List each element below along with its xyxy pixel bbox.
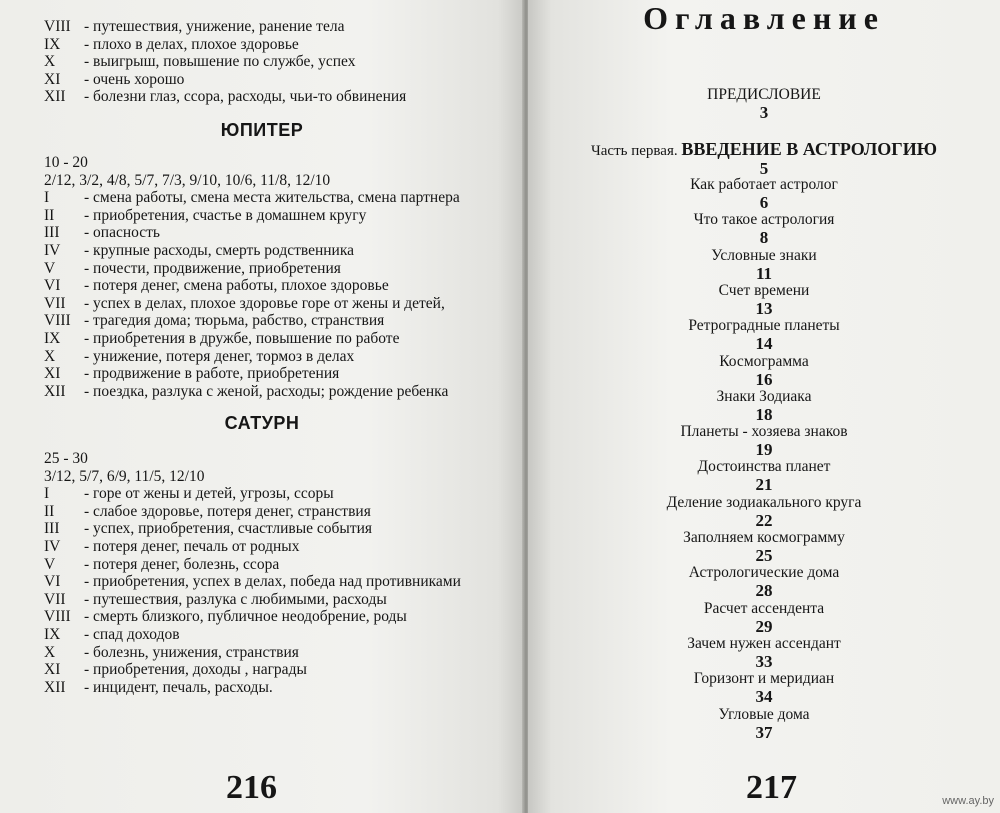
list-item bbox=[44, 503, 514, 521]
toc-entry bbox=[528, 458, 1000, 494]
list-item-text: - потеря денег, печаль от родных bbox=[84, 537, 300, 555]
roman-numeral: III bbox=[44, 520, 60, 538]
roman-numeral: IX bbox=[44, 35, 61, 53]
list-item bbox=[44, 679, 514, 697]
intro-list bbox=[44, 18, 514, 106]
list-item-text: - унижение, потеря денег, тормоз в делах bbox=[84, 347, 355, 365]
toc-entry-page: 28 bbox=[755, 581, 773, 601]
saturn-years: 25 - 30 bbox=[44, 450, 88, 467]
jupiter-years: 10 - 20 bbox=[44, 154, 88, 171]
roman-numeral: II bbox=[44, 206, 55, 224]
list-item bbox=[44, 626, 514, 644]
roman-numeral: VI bbox=[44, 277, 61, 295]
list-item-text: - приобретения, успех в делах, победа над противниками bbox=[84, 573, 461, 591]
toc-part-one bbox=[528, 140, 1000, 178]
list-item-text: - болезни глаз, ссора, расходы, чьи-то обвинения bbox=[84, 88, 407, 106]
toc-entry-title: Космограмма bbox=[719, 352, 809, 370]
part-title: ВВЕДЕНИЕ В АСТРОЛОГИЮ bbox=[681, 139, 937, 159]
toc-heading: Оглавление bbox=[643, 0, 885, 36]
list-item bbox=[44, 348, 514, 366]
list-item bbox=[44, 53, 514, 71]
roman-numeral: IX bbox=[44, 329, 61, 347]
list-item-text: - плохо в делах, плохое здоровье bbox=[84, 35, 299, 53]
toc-entry-page: 13 bbox=[755, 298, 773, 318]
list-item bbox=[44, 520, 514, 538]
list-item bbox=[44, 71, 514, 89]
list-item bbox=[44, 312, 514, 330]
list-item-text: - поездка, разлука с женой, расходы; рождение ребенка bbox=[84, 382, 449, 400]
roman-numeral: XII bbox=[44, 678, 66, 696]
roman-numeral: IX bbox=[44, 625, 61, 643]
toc-entry bbox=[528, 211, 1000, 247]
toc-preface bbox=[528, 86, 1000, 122]
toc-entry bbox=[528, 706, 1000, 742]
list-item-text: - слабое здоровье, потеря денег, странствия bbox=[84, 502, 371, 520]
roman-numeral: X bbox=[44, 347, 56, 365]
roman-numeral: II bbox=[44, 502, 55, 520]
list-item bbox=[44, 591, 514, 609]
list-item-text: - приобретения в дружбе, повышение по работе bbox=[84, 329, 400, 347]
roman-numeral: V bbox=[44, 555, 56, 573]
roman-numeral: VII bbox=[44, 590, 66, 608]
toc-entry-page: 25 bbox=[755, 546, 773, 565]
roman-numeral: VI bbox=[44, 573, 61, 591]
roman-numeral: XII bbox=[44, 382, 66, 400]
list-item-text: - выигрыш, повышение по службе, успех bbox=[84, 53, 356, 71]
jupiter-title: ЮПИТЕР bbox=[220, 120, 304, 140]
toc-entry bbox=[528, 353, 1000, 389]
toc-entry bbox=[528, 176, 1000, 212]
toc-entry bbox=[528, 317, 1000, 353]
toc-entry bbox=[528, 423, 1000, 459]
jupiter-aspects: 2/12, 3/2, 4/8, 5/7, 7/3, 9/10, 10/6, 11/8, 12/10 bbox=[44, 171, 331, 189]
part-label: Часть первая. bbox=[591, 143, 678, 159]
roman-numeral: VII bbox=[44, 294, 66, 312]
list-item bbox=[44, 383, 514, 401]
list-item-text: - потеря денег, смена работы, плохое здоровье bbox=[84, 277, 389, 295]
roman-numeral: VIII bbox=[44, 18, 71, 35]
list-item-text: - крупные расходы, смерть родственника bbox=[84, 241, 355, 259]
toc-entry-title: Условные знаки bbox=[711, 246, 817, 264]
toc-entry-page: 37 bbox=[755, 722, 773, 742]
toc-entry-title: Знаки Зодиака bbox=[716, 387, 812, 405]
toc-entry-title: Горизонт и меридиан bbox=[693, 670, 835, 688]
toc-entry bbox=[528, 564, 1000, 600]
list-item-text: - потеря денег, болезнь, ссора bbox=[84, 555, 280, 573]
toc-entry-page: 21 bbox=[755, 475, 773, 495]
roman-numeral: I bbox=[44, 485, 50, 503]
list-item bbox=[44, 207, 514, 225]
toc-entry bbox=[528, 670, 1000, 706]
list-item bbox=[44, 573, 514, 591]
toc-entry-title: Ретроградные планеты bbox=[688, 317, 840, 335]
list-item-text: - путешествия, унижение, ранение тела bbox=[84, 18, 345, 35]
watermark: www.ay.by bbox=[942, 795, 994, 807]
toc-entry-title: Угловые дома bbox=[718, 705, 810, 723]
toc-entry-page: 8 bbox=[759, 228, 769, 248]
roman-numeral: X bbox=[44, 53, 56, 71]
toc-entry bbox=[528, 600, 1000, 636]
toc-entry-title: Заполняем космограмму bbox=[683, 529, 845, 546]
toc-entry-page: 11 bbox=[755, 263, 773, 283]
list-item-text: - приобретения, счастье в домашнем кругу bbox=[84, 206, 367, 224]
list-item-text: - горе от жены и детей, угрозы, ссоры bbox=[84, 485, 334, 503]
list-item-text: - успех, приобретения, счастливые события bbox=[84, 520, 373, 538]
list-item bbox=[44, 242, 514, 260]
list-item-text: - почести, продвижение, приобретения bbox=[84, 259, 341, 277]
toc-entry-title: Что такое астрология bbox=[693, 211, 835, 229]
toc-entry bbox=[528, 635, 1000, 671]
toc-entry-page: 16 bbox=[755, 369, 773, 389]
list-item bbox=[44, 330, 514, 348]
list-item-text: - смерть близкого, публичное неодобрение, роды bbox=[84, 608, 407, 626]
toc-entry-title: Планеты - хозяева знаков bbox=[680, 423, 848, 441]
list-item bbox=[44, 295, 514, 313]
saturn-list bbox=[44, 485, 514, 696]
list-item-text: - трагедия дома; тюрьма, рабство, странствия bbox=[84, 312, 385, 330]
list-item-text: - очень хорошо bbox=[84, 70, 185, 88]
roman-numeral: IV bbox=[44, 241, 61, 259]
saturn-block bbox=[44, 450, 514, 696]
roman-numeral: XII bbox=[44, 88, 66, 106]
roman-numeral: III bbox=[44, 224, 60, 242]
list-item-text: - приобретения, доходы , награды bbox=[84, 661, 307, 679]
list-item-text: - опасность bbox=[84, 224, 160, 242]
roman-numeral: XI bbox=[44, 70, 61, 88]
list-item bbox=[44, 18, 514, 36]
list-item-text: - инцидент, печаль, расходы. bbox=[84, 678, 273, 696]
toc-entry-page: 3 bbox=[759, 103, 769, 122]
list-item bbox=[44, 277, 514, 295]
toc-entry bbox=[528, 529, 1000, 565]
list-item-text: - успех в делах, плохое здоровье горе от жены и детей, bbox=[84, 294, 445, 312]
jupiter-block bbox=[44, 154, 514, 400]
roman-numeral: V bbox=[44, 259, 56, 277]
roman-numeral: X bbox=[44, 643, 56, 661]
list-item bbox=[44, 36, 514, 54]
list-item bbox=[44, 538, 514, 556]
roman-numeral: VIII bbox=[44, 608, 71, 626]
jupiter-list bbox=[44, 189, 514, 400]
list-item bbox=[44, 485, 514, 503]
toc-entry-page: 29 bbox=[755, 616, 773, 636]
list-item bbox=[44, 224, 514, 242]
roman-numeral: XI bbox=[44, 661, 61, 679]
toc-entry-page: 14 bbox=[755, 334, 773, 354]
list-item bbox=[44, 365, 514, 383]
toc-entry-title: Достоинства планет bbox=[697, 458, 831, 476]
toc-entry-page: 19 bbox=[755, 440, 773, 460]
roman-numeral: IV bbox=[44, 537, 61, 555]
toc-entry-title: Счет времени bbox=[718, 281, 810, 299]
page-number-right: 217 bbox=[746, 769, 797, 806]
roman-numeral: VIII bbox=[44, 312, 71, 330]
toc-entry-title: Расчет ассендента bbox=[703, 599, 825, 617]
toc-entry-page: 5 bbox=[759, 159, 769, 178]
toc-entry bbox=[528, 494, 1000, 530]
toc-entry-page: 22 bbox=[755, 510, 773, 530]
toc-entry bbox=[528, 388, 1000, 424]
list-item-text: - продвижение в работе, приобретения bbox=[84, 365, 340, 383]
right-page bbox=[528, 0, 1000, 813]
roman-numeral: I bbox=[44, 189, 50, 207]
list-item bbox=[44, 661, 514, 679]
list-item bbox=[44, 260, 514, 278]
toc-entry-page: 6 bbox=[759, 193, 769, 212]
page-number-left: 216 bbox=[226, 769, 277, 806]
list-item-text: - болезнь, унижения, странствия bbox=[84, 643, 299, 661]
list-item bbox=[44, 88, 514, 106]
toc-entry-page: 33 bbox=[755, 651, 773, 671]
list-item bbox=[44, 189, 514, 207]
toc-entry-title: Зачем нужен ассендант bbox=[687, 634, 841, 652]
roman-numeral: XI bbox=[44, 365, 61, 383]
toc-entry-title: Деление зодиакального круга bbox=[666, 493, 862, 511]
saturn-title: САТУРН bbox=[224, 413, 300, 433]
toc-entry-title: ПРЕДИСЛОВИЕ bbox=[707, 86, 821, 103]
toc-entry-title: Астрологические дома bbox=[688, 564, 840, 582]
saturn-aspects: 3/12, 5/7, 6/9, 11/5, 12/10 bbox=[44, 467, 205, 485]
list-item bbox=[44, 556, 514, 574]
toc-entry-title: Как работает астролог bbox=[690, 176, 838, 193]
list-item-text: - смена работы, смена места жительства, смена партнера bbox=[84, 189, 460, 207]
list-item bbox=[44, 608, 514, 626]
list-item-text: - спад доходов bbox=[84, 625, 180, 643]
toc-entry-page: 34 bbox=[755, 687, 773, 707]
list-item bbox=[44, 644, 514, 662]
list-item-text: - путешествия, разлука с любимыми, расходы bbox=[84, 590, 387, 608]
toc-entry bbox=[528, 247, 1000, 283]
toc-entry bbox=[528, 282, 1000, 318]
toc-entry-page: 18 bbox=[755, 404, 773, 424]
